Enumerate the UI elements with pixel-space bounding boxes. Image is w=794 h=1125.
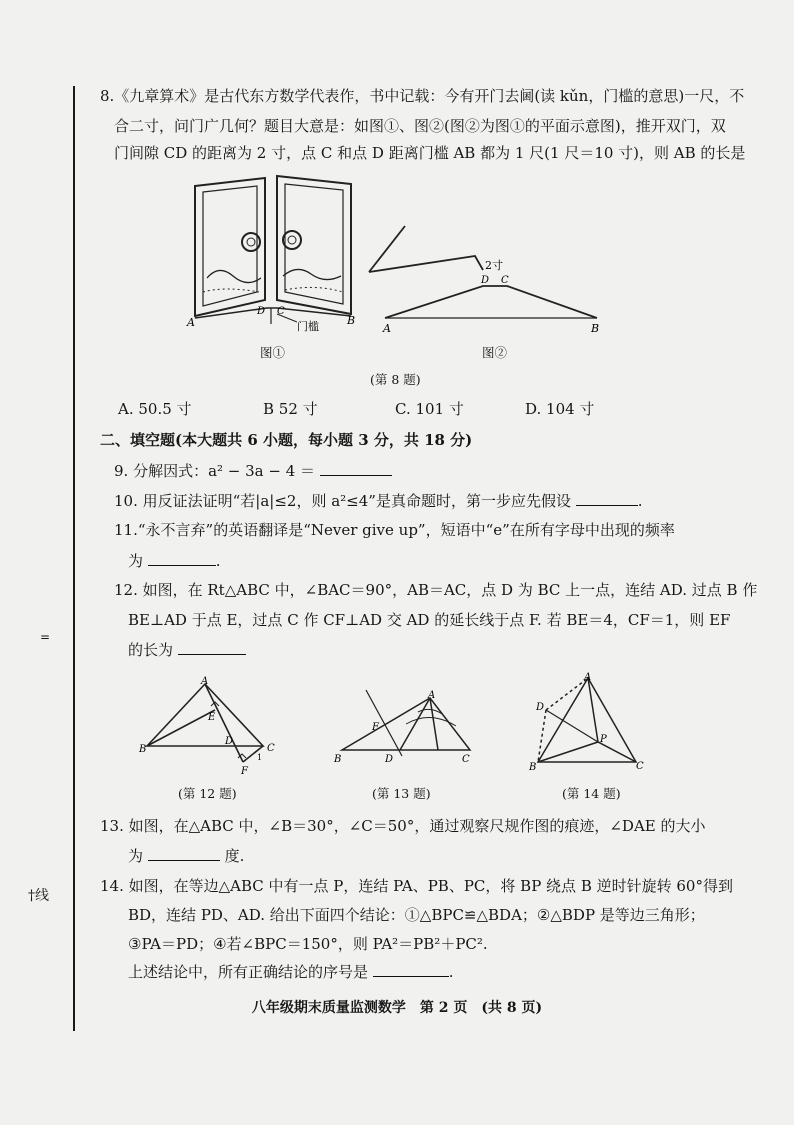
q10-answer-blank[interactable]: [576, 491, 638, 506]
q8-line1: 8.《九章算术》是古代东方数学代表作，书中记载：今有开门去阃(读 kǔn，门槛的意思)一尺，不: [100, 87, 745, 105]
q12-answer-blank[interactable]: [178, 640, 246, 655]
q8-figure1-door: [185, 168, 375, 338]
q14-caption: (第 14 题): [562, 786, 621, 801]
q14-label-b: B: [529, 762, 537, 773]
q12-label-b: B: [139, 744, 147, 755]
q8-fig2-label-a: A: [383, 322, 391, 335]
q13-figure: [330, 686, 480, 776]
q8-fig2-label-b: B: [591, 322, 600, 335]
q12-label-a: A: [201, 676, 209, 687]
q8-fig1-label-b: B: [347, 314, 356, 327]
margin-label: †线: [28, 888, 49, 904]
q9-line: [114, 461, 392, 481]
q13-label-a: A: [428, 690, 436, 701]
q14-line1: 14. 如图，在等边△ABC 中有一点 P，连结 PA、PB、PC，将 BP 绕点 B 逆时针旋转 60°得到: [100, 877, 733, 895]
q12-line3: [128, 640, 246, 660]
q14-line3: ③PA＝PD；④若∠BPC＝150°，则 PA²＝PB²＋PC².: [128, 935, 488, 953]
q8-fig1-label-a: A: [187, 316, 195, 329]
q8-fig1-label-c: C: [277, 306, 285, 317]
q10-end: .: [637, 492, 643, 510]
page-footer: 八年级期末质量监测数学 第 2 页 (共 8 页): [251, 1000, 543, 1016]
q14-label-a: A: [584, 672, 592, 683]
q8-fig1-caption: 图①: [260, 345, 286, 360]
q13-line1: 13. 如图，在△ABC 中，∠B＝30°，∠C＝50°，通过观察尺规作图的痕迹，∠DAE 的大小: [100, 817, 706, 835]
q12-label-c: C: [267, 743, 275, 754]
q12-label-e: E: [208, 712, 216, 723]
q10-text: 10. 用反证法证明“若|a|≤2，则 a²≤4”是真命题时，第一步应先假设: [114, 492, 571, 510]
q13-label-d: D: [385, 754, 394, 765]
q14-line4: [128, 962, 454, 982]
q8-fig2-label-gap: 2寸: [485, 259, 503, 272]
q12-label-f: F: [241, 766, 248, 777]
q12-line2: BE⊥AD 于点 E，过点 C 作 CF⊥AD 交 AD 的延长线于点 F. 若 BE＝4，CF＝1，则 EF: [128, 611, 731, 629]
q12-line1: 12. 如图，在 Rt△ABC 中，∠BAC＝90°，AB＝AC，点 D 为 BC 上一点，连结 AD. 过点 B 作: [114, 581, 758, 599]
q8-option-b: B 52 寸: [263, 400, 318, 418]
section-fill-in-heading: 二、填空题(本大题共 6 小题，每小题 3 分，共 18 分): [100, 431, 473, 449]
q11-end: .: [215, 552, 221, 570]
q13-caption: (第 13 题): [372, 786, 431, 801]
q13-label-f: F: [372, 722, 379, 733]
q8-line3: 门间隙 CD 的距离为 2 寸，点 C 和点 D 距离门槛 AB 都为 1 尺(1 尺＝10 寸)，则 AB 的长是: [114, 144, 746, 162]
q14-label-d: D: [536, 702, 545, 713]
q14-line2: BD，连结 PD、AD. 给出下面四个结论：①△BPC≌△BDA；②△BDP 是等边三角形；: [128, 906, 705, 924]
q14-figure: [528, 670, 648, 775]
q14-line4-pre: 上述结论中，所有正确结论的序号是: [128, 963, 369, 981]
q13-label-c: C: [462, 754, 470, 765]
q11-line1: 11.“永不言弃”的英语翻译是“Never give up”，短语中“e”在所有字母中出现的频率: [114, 521, 675, 539]
q8-option-a: A. 50.5 寸: [118, 400, 192, 418]
q12-label-one: 1: [257, 753, 263, 762]
q8-option-d: D. 104 寸: [525, 400, 595, 418]
q11-line2-pre: 为: [128, 552, 144, 570]
q11-answer-blank[interactable]: [148, 551, 216, 566]
q12-line3-pre: 的长为: [128, 641, 174, 659]
margin-mark: =: [40, 630, 51, 644]
q12-caption: (第 12 题): [178, 786, 237, 801]
q9-answer-blank[interactable]: [320, 461, 392, 476]
q10-line: [114, 491, 643, 511]
q12-label-d: D: [225, 736, 234, 747]
q8-fig1-label-d: D: [257, 306, 266, 317]
q14-answer-blank[interactable]: [373, 962, 449, 977]
q13-line2-post: 度.: [224, 847, 245, 865]
q12-figure: [135, 676, 285, 781]
q14-label-p: P: [600, 734, 607, 745]
q13-line2: [128, 846, 244, 866]
q11-line2: [128, 551, 221, 571]
binding-line: [73, 86, 75, 1031]
q8-option-c: C. 101 寸: [395, 400, 464, 418]
q13-line2-pre: 为: [128, 847, 144, 865]
q8-figure2-plan: [365, 222, 615, 337]
q14-label-c: C: [636, 761, 644, 772]
q14-end: .: [448, 963, 454, 981]
q13-answer-blank[interactable]: [148, 846, 220, 861]
q9-text: 9. 分解因式：a² − 3a − 4 ＝: [114, 462, 316, 480]
q8-line2: 合二寸，问门广几何？题目大意是：如图①、图②(图②为图①的平面示意图)，推开双门，双: [114, 117, 726, 135]
q8-fig1-label-sill: 门槛: [297, 320, 319, 333]
q8-caption: (第 8 题): [370, 372, 421, 387]
q13-label-b: B: [334, 754, 342, 765]
q8-fig2-label-c: C: [501, 275, 509, 286]
q8-fig2-label-d: D: [481, 275, 490, 286]
q8-fig2-caption: 图②: [482, 345, 508, 360]
